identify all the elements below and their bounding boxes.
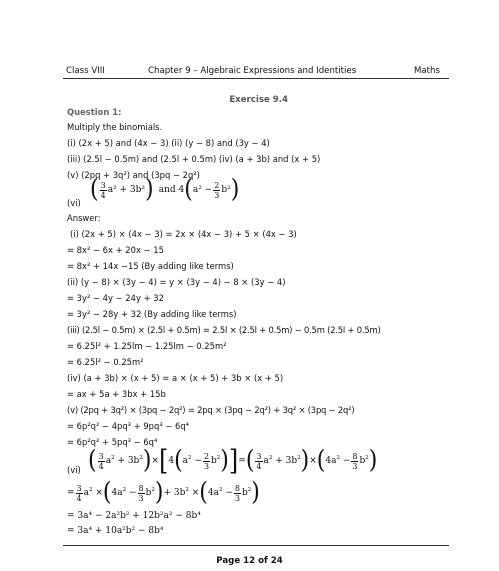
question-label: Question 1: — [67, 107, 122, 117]
answer-line-11: = ax + 5a + 3bx + 15b — [67, 389, 166, 399]
question-line-2: (iii) (2.5l − 0.5m) and (2.5l + 0.5m) (iv) (a + 3b) and (x + 5) — [67, 154, 321, 164]
header-class: Class VIII — [66, 66, 105, 76]
header-chapter: Chapter 9 – Algebraic Expressions and Identities — [148, 66, 357, 76]
answer-line-14: = 6p²q² + 5pq³ − 6q⁴ — [67, 437, 158, 447]
header-subject: Maths — [414, 66, 440, 76]
answer-line-12: (v) (2pq + 3q²) × (3pq − 2q²) = 2pq × (3pq − 2q²) + 3q² × (3pq − 2q²) — [67, 405, 355, 415]
answer-line-3: = 8x² + 14x −15 (By adding like terms) — [67, 261, 234, 271]
answer-label: Answer: — [67, 213, 101, 223]
answer-vi-step-3: = 3a⁴ − 2a²b² + 12b²a² − 8b⁴ — [67, 511, 201, 521]
answer-line-8: = 6.25l² + 1.25lm − 1.25lm − 0.25m² — [67, 341, 227, 351]
answer-line-1: (i) (2x + 5) × (4x − 3) = 2x × (4x − 3) + 5 × (4x − 3) — [70, 229, 297, 239]
exercise-title: Exercise 9.4 — [229, 95, 288, 105]
answer-line-10: (iv) (a + 3b) × (x + 5) = a × (x + 5) + 3b × (x + 5) — [67, 373, 284, 383]
answer-line-5: = 3y² − 4y − 24y + 32 — [67, 293, 164, 303]
answer-line-6: = 3y² − 28y + 32 (By adding like terms) — [67, 309, 237, 319]
answer-vi-step-2: = $\frac{3}{4}$ $a^2 \times(4a^2$ − $\frac{8}{3}$ $b^2)+ 3b^2 \times(4a^2$ − $\frac{8}{3}$ $b^2$) — [67, 478, 260, 507]
answer-line-9: = 6.25l² − 0.25m² — [67, 357, 144, 367]
answer-vi-step-4: = 3a⁴ + 10a²b² − 8b⁴ — [67, 526, 164, 536]
answer-vi-step-1: ( $\frac{3}{4}$ $a^2 + 3b^2)\times[4(a^2$ − $\frac{2}{3}$ $b^2)]=$( $\frac{3}{4}$ $a^2 + 3b^2)\times(4a^2$ − $\frac{8}{3}$ $b^2$) — [88, 444, 378, 478]
answer-line-7: (iii) (2.5l − 0.5m) × (2.5l + 0.5m) = 2.5l × (2.5l + 0.5m) − 0.5m (2.5l + 0.5m) — [67, 325, 381, 335]
question-vi-label: (vi) — [67, 198, 81, 208]
instruction: Multiply the binomials. — [67, 122, 163, 132]
answer-line-13: = 6p²q² − 4pq³ + 9pq³ − 6q⁴ — [67, 421, 190, 431]
answer-vi-label: (vi) — [67, 465, 81, 475]
page-number: Page 12 of 24 — [216, 556, 283, 566]
question-line-3: (v) (2pq + 3q²) and (3pq − 2q²) — [67, 170, 200, 180]
question-line-1: (i) (2x + 5) and (4x − 3) (ii) (y − 8) and (3y − 4) — [67, 138, 270, 148]
question-vi-expression: ( $\frac{3}{4}$ a² + 3b²) and 4(a² − $\frac{2}{3}$ b²) — [90, 175, 240, 204]
answer-line-2: = 8x² − 6x + 20x − 15 — [67, 245, 164, 255]
header-divider — [63, 78, 449, 79]
answer-line-4: (ii) (y − 8) × (3y − 4) = y × (3y − 4) − 8 × (3y − 4) — [67, 277, 286, 287]
footer-divider — [63, 545, 449, 546]
